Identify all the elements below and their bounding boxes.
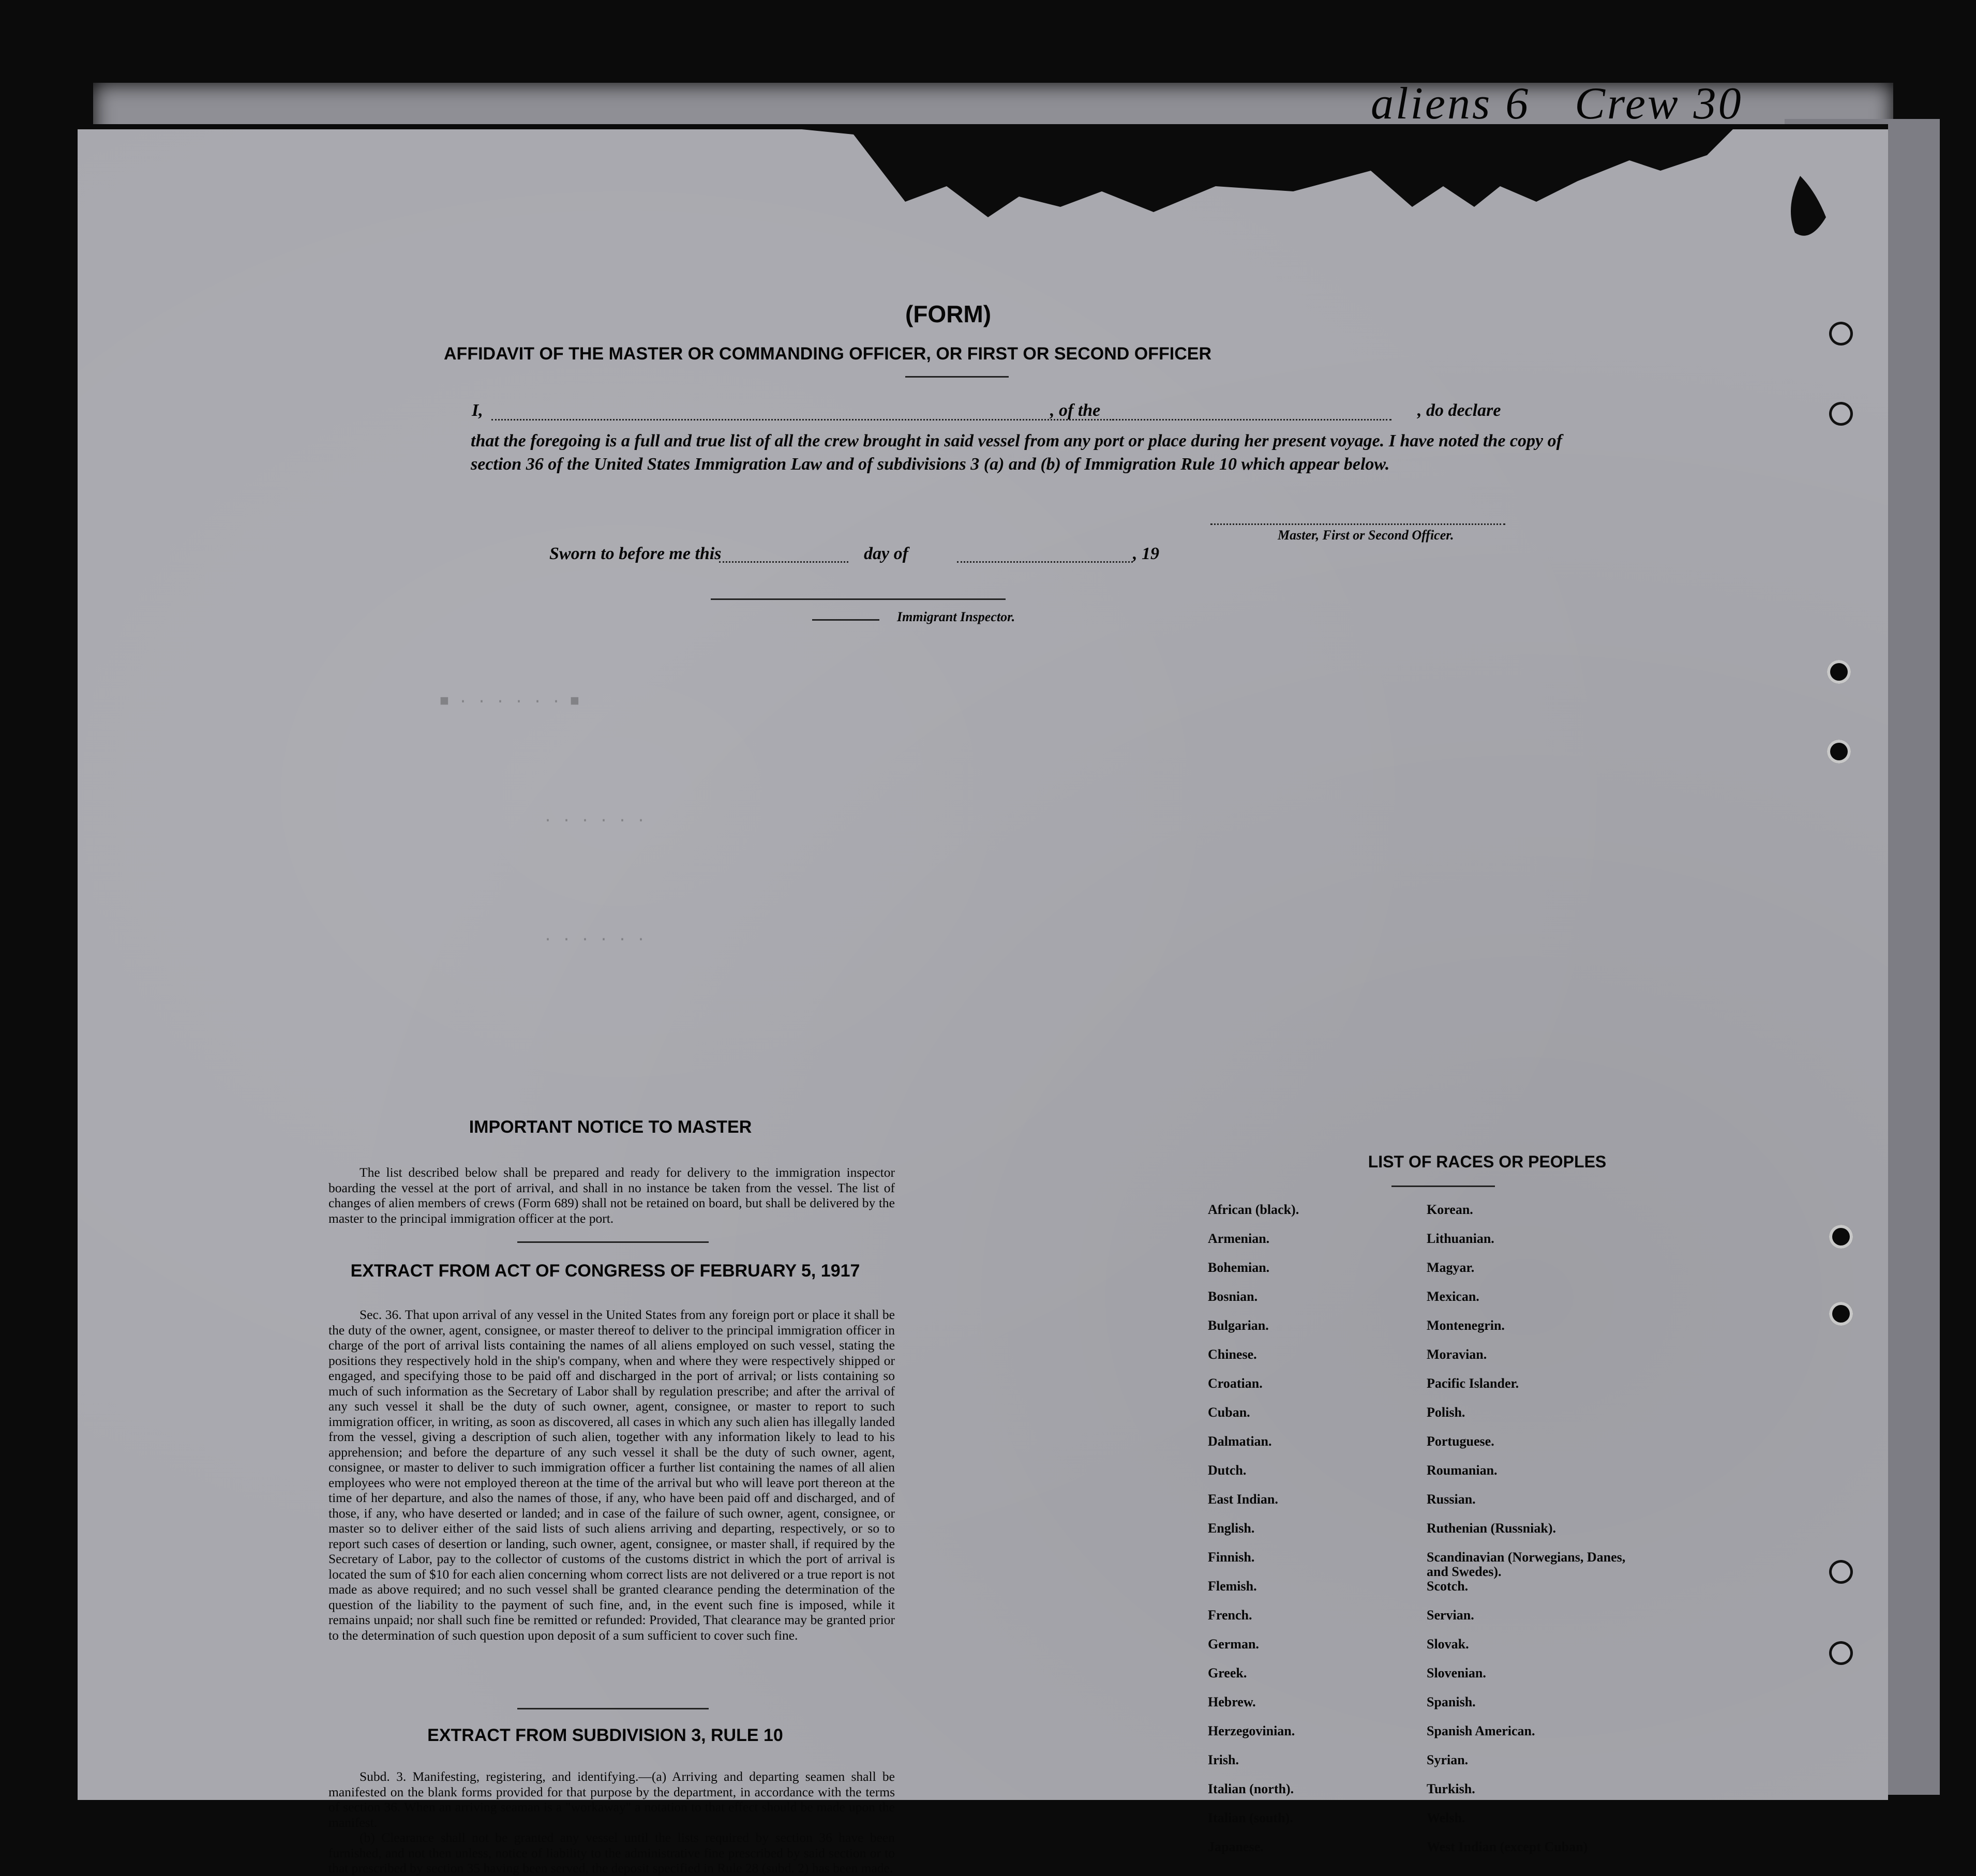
divider	[517, 1241, 709, 1243]
divider	[1391, 1185, 1495, 1187]
extract-act-paragraph: Sec. 36. That upon arrival of any vessel in the United States from any foreign port or place it shall be the duty of the owner, agent, consignee, or master thereof to deliver to the principal immigration officer in charge of the port of arrival lists containing the names of all aliens employed on such vessel, stating the positions they respectively hold in the ship's company, when and where they were respectively shipped or engaged, and specifying those to be paid off and discharged in the port of arrival; or lists containing so much of such information as the Secretary of Labor shall by regulation prescribe; and after the arrival of any such vessel it shall be the duty of such owner, agent, consignee, or master to report to such immigration officer, in writing, as soon as discovered, all cases in which any such alien has illegally landed from the vessel, giving a description of such alien, together with any information likely to lead to his apprehension; and before the departure of any such vessel it shall be the duty of such owner, agent, consignee, or master to deliver to such immigration officer a further list containing the names of all alien employees who were not employed thereon at the time of the arrival but who will leave port thereon at the time of her departure, and also the names of those, if any, who have been paid off and discharged, and of those, if any, who have deserted or landed; and in case of the failure of such owner, agent, consignee, or master so to deliver either of the said lists of such aliens arriving and departing, respectively, or so to report such cases of desertion or landing, such owner, agent, consignee, or master shall, if required by the Secretary of Labor, pay to the collector of customs of the customs district in which the port of arrival is located the sum of $10 for each alien concerning whom correct lists are not delivered or a true report is not made as above required; and no such vessel shall be granted clearance pending the determination of the question of the liability to the payment of such fine, and, in the event such fine is imposed, while it remains unpaid; nor shall such fine be remitted or refunded: Provided, That clearance may be granted prior to the determination of such question upon deposit of a sum sufficient to cover such fine.	[328, 1307, 895, 1643]
extract-rule-paragraph-b: (b) Clearance shall not be granted any vessel until the lists required by section 36 have been furnished, and not then unless, notice of liability to the administrative fine prescribed by said section or to that prescribed by section 35 having been served, the deposit specified in Rule 28 (subd. 2) has been made.	[328, 1830, 895, 1875]
race-item: Spanish American.	[1427, 1723, 1535, 1738]
inspector-signature-field[interactable]	[711, 598, 1006, 600]
extract-act-text	[328, 1307, 895, 1643]
divider	[905, 376, 1009, 378]
race-item: Bulgarian.	[1208, 1318, 1269, 1333]
sworn-day-field[interactable]	[719, 561, 848, 563]
handwritten-crew: Crew 30	[1575, 79, 1743, 129]
affidavit-body: that the foregoing is a full and true list of all the crew brought in said vessel from any port or place during her present voyage. I have noted the copy of section 36 of the United States Immigration Law and of subdivisions 3 (a) and (b) of Immigration Rule 10 which appear below.	[471, 431, 1562, 474]
sworn-prefix: Sworn to before me this	[549, 544, 722, 563]
master-signature-field[interactable]	[1210, 523, 1505, 525]
master-signature-label: Master, First or Second Officer.	[1278, 528, 1454, 543]
race-item: Italian (north).	[1208, 1781, 1294, 1796]
vessel-field[interactable]	[1112, 419, 1391, 421]
race-item: West Indian (except Cuban)	[1427, 1839, 1588, 1854]
race-item: Croatian.	[1208, 1376, 1263, 1391]
manifest-page	[78, 79, 1888, 1875]
race-item: Herzegovinian.	[1208, 1723, 1295, 1738]
race-item: Ruthenian (Russniak).	[1427, 1521, 1556, 1536]
race-item: English.	[1208, 1521, 1255, 1536]
race-item: Italian (south).	[1208, 1810, 1293, 1825]
name-field[interactable]	[491, 419, 1133, 421]
race-item: Dalmatian.	[1208, 1434, 1272, 1449]
notice-paragraph: The list described below shall be prepared and ready for delivery to the immigration inspector boarding the vessel at the port of arrival, and shall in no instance be taken from the vessel. The list of changes of alien members of crews (Form 689) shall not be retained on board, but shall be delivered by the master to the principal immigration officer at the port.	[328, 1165, 895, 1226]
race-item: Servian.	[1427, 1608, 1474, 1623]
race-item: Scandinavian (Norwegians, Danes, and Swedes).	[1427, 1550, 1626, 1579]
race-item: Montenegrin.	[1427, 1318, 1505, 1333]
race-item: Korean.	[1427, 1202, 1473, 1217]
extract-act-title: EXTRACT FROM ACT OF CONGRESS OF FEBRUARY 5, 1917	[350, 1261, 860, 1281]
race-item: Slovenian.	[1427, 1665, 1486, 1680]
notice-text	[328, 1165, 895, 1226]
race-item: Japanese.	[1208, 1839, 1264, 1854]
races-title: LIST OF RACES OR PEOPLES	[1368, 1152, 1607, 1171]
race-item: Irish.	[1208, 1752, 1239, 1767]
race-item: Bohemian.	[1208, 1260, 1270, 1275]
race-item: Mexican.	[1427, 1289, 1479, 1304]
binder-hole	[1829, 1560, 1853, 1584]
sworn-year: , 19	[1133, 544, 1159, 563]
race-item: Lithuanian.	[1427, 1231, 1494, 1246]
race-item: Russian.	[1427, 1492, 1476, 1507]
binder-hole	[1829, 1225, 1853, 1249]
race-item: German.	[1208, 1637, 1259, 1652]
race-item: Hebrew.	[1208, 1694, 1256, 1709]
affidavit-declare: , do declare	[1417, 401, 1501, 420]
race-item: East Indian.	[1208, 1492, 1278, 1507]
race-item: Dutch.	[1208, 1463, 1247, 1478]
race-item: Magyar.	[1427, 1260, 1475, 1275]
race-item: Greek.	[1208, 1665, 1247, 1680]
form-stamp: (FORM)	[905, 301, 992, 327]
race-item: Spanish.	[1427, 1694, 1476, 1709]
binder-hole	[1829, 1641, 1853, 1665]
race-item: Finnish.	[1208, 1550, 1255, 1565]
race-item: Polish.	[1427, 1405, 1465, 1420]
affidavit-title: AFFIDAVIT OF THE MASTER OR COMMANDING OFFICER, OR FIRST OR SECOND OFFICER	[444, 344, 1211, 364]
race-item: French.	[1208, 1608, 1252, 1623]
race-item: Syrian.	[1427, 1752, 1469, 1767]
race-item: Roumanian.	[1427, 1463, 1498, 1478]
binder-hole	[1829, 1302, 1853, 1326]
race-item: Scotch.	[1427, 1579, 1469, 1594]
binder-hole	[1827, 740, 1851, 763]
handwritten-aliens: aliens 6	[1371, 79, 1531, 129]
binder-hole	[1829, 322, 1853, 346]
binder-hole	[1827, 660, 1851, 684]
affidavit-of-the: , of the	[1050, 401, 1101, 420]
races-column-2	[1427, 1203, 1644, 1869]
race-item: Pacific Islander.	[1427, 1376, 1519, 1391]
ghost-text: · · · · · ·	[543, 812, 646, 830]
race-item: Portuguese.	[1427, 1434, 1494, 1449]
sworn-day-of: day of	[864, 544, 908, 563]
inspector-signature-field-lower	[812, 619, 879, 621]
extract-rule-paragraph-a: Subd. 3. Manifesting, registering, and identifying.—(a) Arriving and departing seamen shall be manifested on the blank forms provided for that purpose by the department, in accordance with the terms of section 36. When an arriving seaman is a "workaway" a notation to that effect should be made upon the manifest.	[328, 1769, 895, 1830]
affidavit-i: I,	[472, 401, 483, 420]
binder-hole	[1829, 402, 1853, 426]
inspector-label: Immigrant Inspector.	[897, 609, 1015, 624]
sworn-month-field[interactable]	[957, 561, 1133, 563]
torn-top-edge	[78, 124, 1888, 279]
race-item: Moravian.	[1427, 1347, 1487, 1362]
extract-rule-title: EXTRACT FROM SUBDIVISION 3, RULE 10	[427, 1725, 783, 1745]
race-item: Chinese.	[1208, 1347, 1257, 1362]
notice-title: IMPORTANT NOTICE TO MASTER	[469, 1117, 752, 1137]
ghost-text: · · · · · ·	[543, 931, 646, 949]
race-item: Flemish.	[1208, 1579, 1257, 1594]
extract-rule-text	[328, 1769, 895, 1876]
race-item: Cuban.	[1208, 1405, 1250, 1420]
race-item: Welsh.	[1427, 1810, 1465, 1825]
race-item: Slovak.	[1427, 1637, 1469, 1652]
races-column-1	[1208, 1203, 1404, 1869]
race-item: Armenian.	[1208, 1231, 1270, 1246]
race-item: Turkish.	[1427, 1781, 1475, 1796]
ghost-text: ■ · · · · · · ■	[440, 693, 580, 711]
race-item: Bosnian.	[1208, 1289, 1258, 1304]
divider	[517, 1708, 709, 1709]
handwritten-crew-count	[1371, 78, 1774, 130]
race-item: African (black).	[1208, 1202, 1299, 1217]
